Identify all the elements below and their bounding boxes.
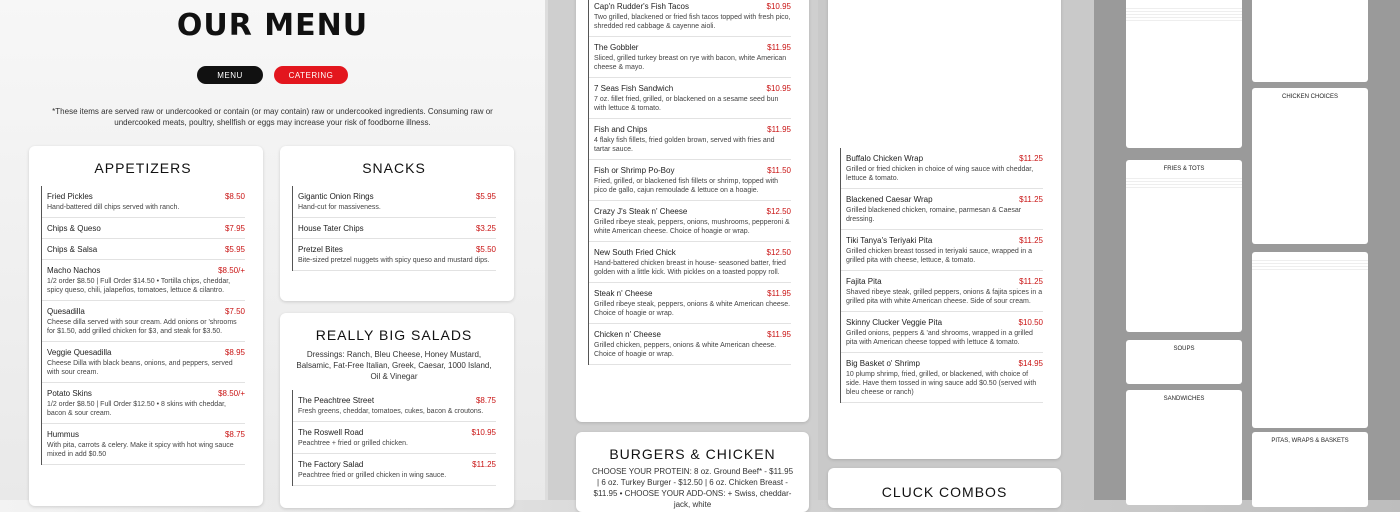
item-price: $11.95: [767, 125, 791, 134]
item-desc: Grilled or fried chicken in choice of wing sauce with cheddar, lettuce & tomato.: [846, 166, 1034, 182]
thumb-card-sandwiches: [1126, 390, 1242, 505]
item-name: Fish and Chips: [594, 125, 648, 134]
item-desc: Sliced, grilled turkey breast on rye with bacon, white American cheese & mayo.: [594, 55, 787, 71]
menu-item: [293, 218, 496, 239]
item-desc: Grilled ribeye steak, peppers, onions & white American cheese. Choice of hoagie or wrap.: [594, 301, 791, 317]
item-price: $10.95: [766, 2, 791, 11]
menu-item: [589, 324, 791, 365]
page-title: OUR MENU: [176, 8, 369, 43]
item-price: $7.95: [224, 224, 245, 233]
item-price: $11.25: [1019, 236, 1043, 245]
item-name: Macho Nachos: [47, 266, 101, 275]
item-desc: Hand-battered chicken breast in house- seasoned batter, fried golden with a little kick. With pickles on a toasted poppy roll.: [594, 260, 786, 276]
menu-item: [293, 186, 496, 218]
item-price: $11.25: [472, 460, 496, 469]
item-desc: 10 plump shrimp, fried, grilled, or blackened, with choice of side. Have them tossed in wing sauce add $0.50 (served with bleu cheese or ranch): [846, 371, 1037, 396]
menu-item: [841, 353, 1043, 403]
thumb-card-fries: [1126, 160, 1242, 332]
item-name: New South Fried Chick: [594, 248, 676, 257]
thumb-card-pitas: [1252, 432, 1368, 507]
item-name: Cap'n Rudder's Fish Tacos: [594, 2, 689, 11]
item-name: Skinny Clucker Veggie Pita: [846, 318, 943, 327]
item-name: Gigantic Onion Rings: [298, 192, 374, 201]
item-price: $11.95: [767, 289, 791, 298]
menu-item: [42, 218, 245, 239]
item-desc: Cheese dilla served with sour cream. Add onions or 'shrooms for $1.50, add grilled chicken for $3, and steak for $3.50.: [47, 319, 237, 335]
thumb-choices-title: CHICKEN CHOICES: [1281, 94, 1338, 100]
item-price: $10.50: [1018, 318, 1043, 327]
item-desc: Fried, grilled, or blackened fish fillets or shrimp, topped with pico de gallo, cajun remoulade & lettuce on a hoagie.: [594, 178, 779, 194]
thumb-card-soups: [1126, 340, 1242, 384]
item-desc: 1/2 order $8.50 | Full Order $14.50 • Tortilla chips, cheddar, spicy queso, chili, jalapeños, tomatoes, lettuce & cilantro.: [47, 278, 231, 294]
item-name: The Gobbler: [594, 43, 639, 52]
item-name: Tiki Tanya's Teriyaki Pita: [846, 236, 933, 245]
menu-item: [589, 78, 791, 119]
thumb-sandwiches-title: SANDWICHES: [1163, 396, 1205, 402]
item-desc: Peachtree fried or grilled chicken in wing sauce.: [298, 472, 447, 479]
item-name: The Roswell Road: [298, 428, 364, 437]
thumb-fries-title: FRIES & TOTS: [1163, 166, 1205, 172]
menu-item: [42, 301, 245, 342]
item-price: $7.50: [224, 307, 245, 316]
item-name: Chips & Salsa: [47, 245, 98, 254]
menu-item: [42, 383, 245, 424]
item-name: The Factory Salad: [298, 460, 364, 469]
item-price: $5.95: [475, 192, 496, 201]
item-desc: 4 flaky fish fillets, fried golden brown, served with fries and tartar sauce.: [594, 137, 775, 153]
item-desc: Fresh greens, cheddar, tomatoes, cukes, bacon & croutons.: [298, 408, 484, 415]
item-price: $11.25: [1019, 195, 1043, 204]
menu-item: [841, 271, 1043, 312]
item-name: Veggie Quesadilla: [47, 348, 112, 357]
cluck-combos-title: CLUCK COMBOS: [881, 484, 1008, 500]
item-desc: Grilled onions, peppers & 'and shrooms, wrapped in a grilled pita with American cheese topped with lettuce & tomato.: [846, 330, 1033, 346]
snacks-list: [292, 186, 496, 271]
item-name: Potato Skins: [47, 389, 92, 398]
salads-title: REALLY BIG SALADS: [315, 327, 473, 343]
appetizers-card: [29, 146, 263, 506]
item-price: $14.95: [1018, 359, 1043, 368]
item-desc: Grilled chicken breast tossed in teriyaki sauce, wrapped in a grilled pita with cheese, lettuce, & tomato.: [846, 248, 1032, 264]
item-price: $12.50: [766, 248, 791, 257]
menu-item: [841, 148, 1043, 189]
item-price: $11.25: [1019, 277, 1043, 286]
item-price: $8.95: [224, 348, 245, 357]
menu-item: [293, 239, 496, 271]
item-price: $8.75: [224, 430, 245, 439]
item-price: $12.50: [766, 207, 791, 216]
item-price: $8.75: [475, 396, 496, 405]
burgers-title: BURGERS & CHICKEN: [609, 446, 776, 462]
thumb-soups-title: SOUPS: [1173, 346, 1195, 352]
item-price: $10.95: [471, 428, 496, 437]
menu-panel-sandwiches: [548, 0, 818, 509]
item-desc: Grilled chicken, peppers, onions & white American cheese. Choice of hoagie or wrap.: [594, 342, 777, 358]
item-desc: Shaved ribeye steak, grilled peppers, onions & fajita spices in a grilled pita with white American cheese. Side of sour cream.: [846, 289, 1043, 305]
item-price: $11.95: [767, 330, 791, 339]
menu-panel-wraps: [818, 0, 1090, 500]
catering-tab-button[interactable]: CATERING: [274, 66, 348, 84]
thumb-pitas-title: PITAS, WRAPS & BASKETS: [1271, 438, 1349, 444]
item-name: Big Basket o' Shrimp: [846, 359, 921, 368]
item-price: $8.50/+: [218, 389, 245, 398]
item-name: 7 Seas Fish Sandwich: [594, 84, 674, 93]
thumb-card-burgers: [1126, 0, 1242, 148]
item-desc: Cheese Dilla with black beans, onions, and peppers, served with sour cream.: [47, 360, 233, 376]
menu-item: [42, 424, 245, 465]
item-price: $11.50: [767, 166, 791, 175]
item-name: Fajita Pita: [846, 277, 882, 286]
menu-item: [42, 260, 245, 301]
salad-dressings: Dressings: Ranch, Bleu Cheese, Honey Mustard, Balsamic, Fat-Free Italian, Greek, Caesar, 1000 Island, Oil & Vinegar: [296, 350, 492, 381]
item-name: Fish or Shrimp Po-Boy: [594, 166, 675, 175]
sandwiches-card: [576, 0, 809, 422]
item-name: Chicken n' Cheese: [594, 330, 661, 339]
menu-item: [589, 283, 791, 324]
item-name: Pretzel Bites: [298, 245, 343, 254]
menu-panel-main: [0, 0, 545, 500]
menu-item: [589, 160, 791, 201]
menu-item: [293, 390, 496, 422]
item-name: Fried Pickles: [47, 192, 93, 201]
item-desc: Peachtree + fried or grilled chicken.: [298, 440, 408, 447]
item-desc: Hand-battered dill chips served with ranch.: [47, 204, 180, 211]
menu-item: [589, 0, 791, 37]
item-name: Quesadilla: [47, 307, 85, 316]
thumb-card-specials: [1252, 252, 1368, 428]
menu-item: [841, 189, 1043, 230]
snacks-card: [280, 146, 514, 301]
menu-panel-overview: [1094, 0, 1400, 500]
wraps-list: [840, 148, 1043, 403]
item-price: $11.95: [767, 43, 791, 52]
wraps-card: [828, 0, 1061, 459]
thumb-card-chicken-choices: [1252, 88, 1368, 244]
menu-item: [42, 239, 245, 260]
thumb-card-combos: [1252, 0, 1368, 82]
item-name: Steak n' Cheese: [594, 289, 653, 298]
item-name: The Peachtree Street: [298, 396, 375, 405]
menu-item: [42, 186, 245, 218]
burgers-card: [576, 432, 809, 512]
item-desc: Grilled ribeye steak, peppers, onions, mushrooms, pepperoni & white American cheese. Choice of hoagie or wrap.: [594, 219, 790, 235]
item-desc: Two grilled, blackened or fried fish tacos topped with fresh pico, shredded red cabbage & cayenne aioli.: [594, 14, 791, 30]
appetizers-list: [41, 186, 245, 465]
menu-item: [589, 119, 791, 160]
item-price: $3.25: [475, 224, 496, 233]
menu-item: [841, 312, 1043, 353]
menu-item: [589, 242, 791, 283]
burgers-desc: CHOOSE YOUR PROTEIN: 8 oz. Ground Beef* - $11.95 | 6 oz. Turkey Burger - $12.50 | 6 oz. Chicken Breast - $11.95 • CHOOSE YOUR ADD-ONS: + Swiss, cheddar-jack, white: [591, 467, 794, 509]
item-desc: 1/2 order $8.50 | Full Order $12.50 • 8 skins with cheddar, bacon & sour cream.: [47, 401, 226, 417]
snacks-title: SNACKS: [362, 160, 426, 176]
item-name: Blackened Caesar Wrap: [846, 195, 933, 204]
item-name: Chips & Queso: [47, 224, 101, 233]
item-desc: Hand-cut for massiveness.: [298, 204, 381, 211]
cluck-combos-card: [828, 468, 1061, 508]
item-price: $8.50/+: [218, 266, 245, 275]
salads-list: [292, 390, 496, 486]
item-price: $5.50: [475, 245, 496, 254]
item-desc: Grilled blackened chicken, romaine, parmesan & Caesar dressing.: [846, 207, 1022, 223]
item-desc: With pita, carrots & celery. Make it spicy with hot wing sauce mixed in add $0.50: [47, 442, 234, 458]
menu-tab-button[interactable]: MENU: [197, 66, 263, 84]
item-price: $5.95: [224, 245, 245, 254]
salads-card: [280, 313, 514, 508]
appetizers-title: APPETIZERS: [94, 160, 192, 176]
menu-item: [589, 37, 791, 78]
raw-food-notice: *These items are served raw or undercooked or contain (or may contain) raw or undercooked ingredients. Consuming raw or undercooked meats, poultry, shellfish or eggs may increase your risk of foodborne illness.: [52, 107, 493, 127]
menu-item: [42, 342, 245, 383]
item-price: $8.50: [224, 192, 245, 201]
item-name: Crazy J's Steak n' Cheese: [594, 207, 688, 216]
item-desc: 7 oz. fillet fried, grilled, or blackened on a sesame seed bun with lettuce & tomato.: [594, 96, 779, 112]
item-name: Buffalo Chicken Wrap: [846, 154, 924, 163]
menu-item: [841, 230, 1043, 271]
item-price: $11.25: [1019, 154, 1043, 163]
item-desc: Bite-sized pretzel nuggets with spicy queso and mustard dips.: [298, 257, 490, 264]
sandwiches-list: [588, 0, 791, 365]
item-name: Hummus: [47, 430, 80, 439]
menu-item: [589, 201, 791, 242]
menu-item: [293, 454, 496, 486]
item-name: House Tater Chips: [298, 224, 364, 233]
item-price: $10.95: [766, 84, 791, 93]
menu-item: [293, 422, 496, 454]
